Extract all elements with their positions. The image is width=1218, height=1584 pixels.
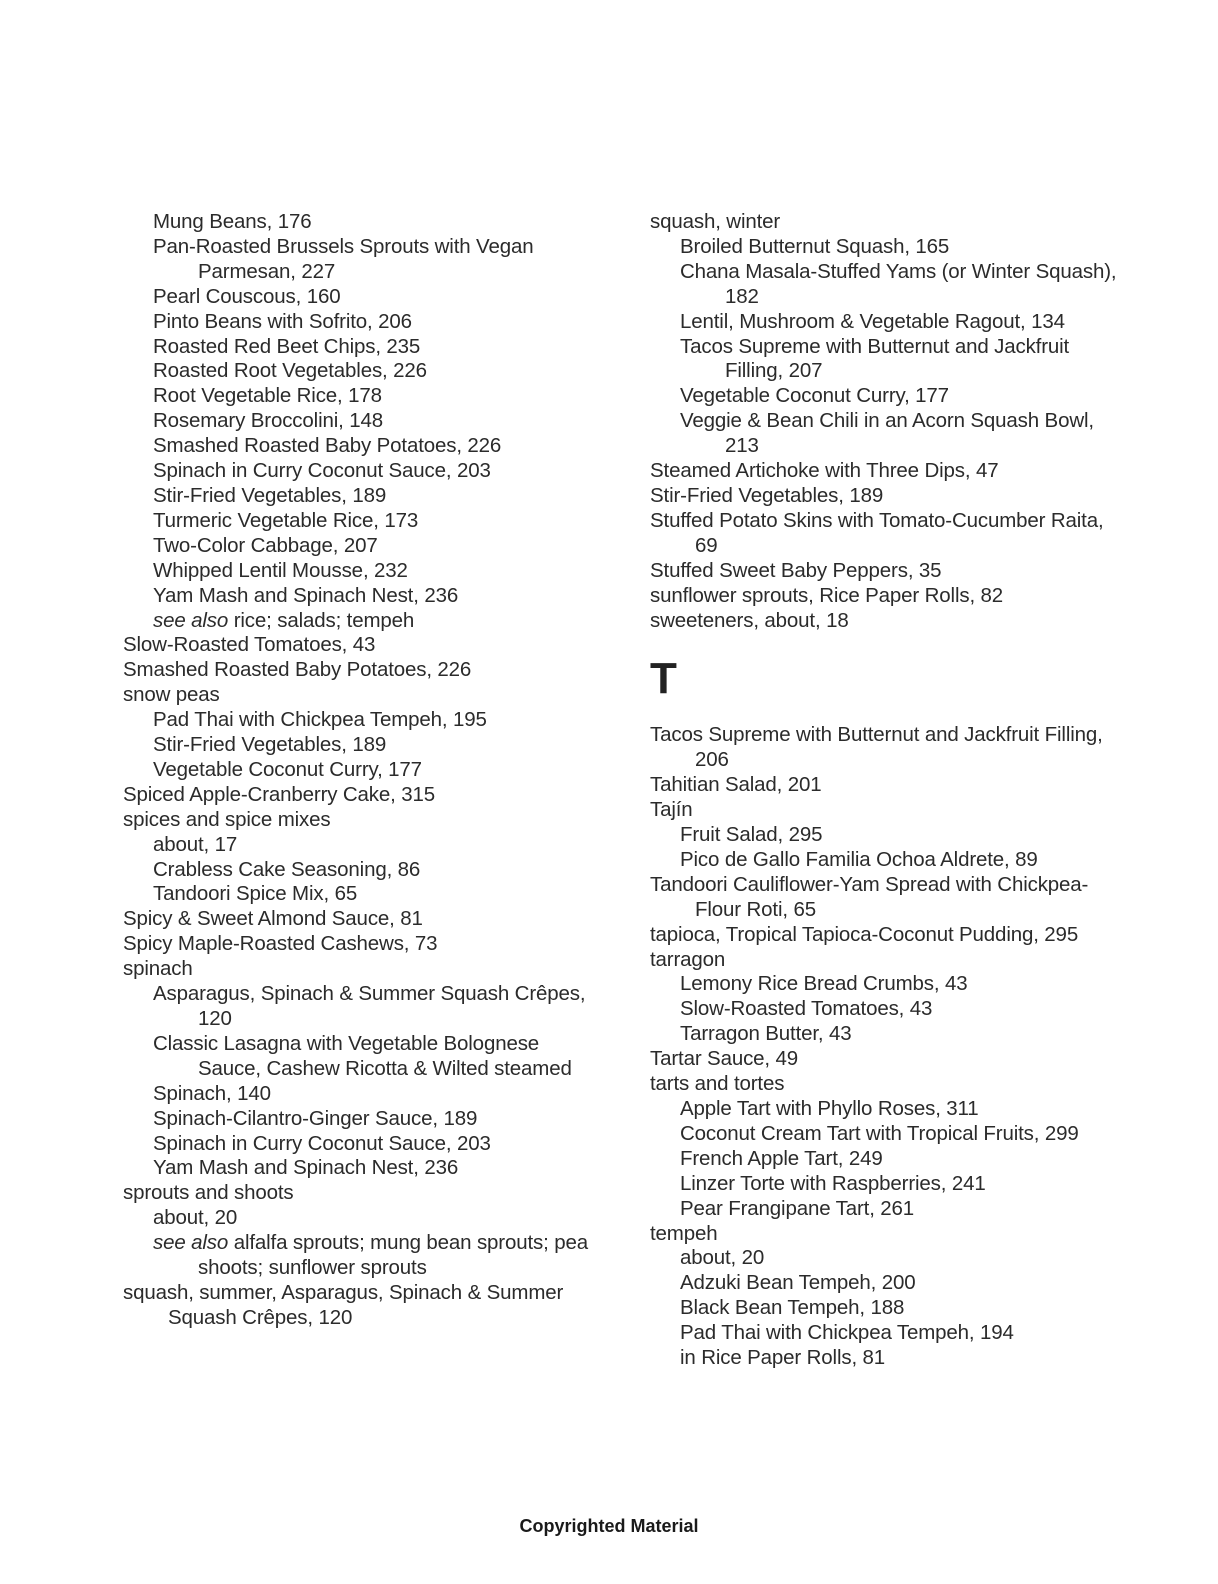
index-subentry (123, 982, 593, 1032)
index-main-entry (650, 609, 1120, 634)
index-subentry (650, 1122, 1120, 1147)
entry-text: Spinach in Curry Coconut Sauce, 203 (153, 1131, 491, 1155)
index-main-entry (650, 484, 1120, 509)
entry-text: Tacos Supreme with Butternut and Jackfruit Filling, 207 (680, 334, 1070, 383)
index-subentry (650, 1346, 1120, 1371)
entry-text: about, 17 (153, 832, 238, 856)
entry-text: about, 20 (153, 1206, 238, 1230)
entry-text: Tarragon Butter, 43 (680, 1022, 852, 1046)
entry-text: Stir-Fried Vegetables, 189 (153, 733, 387, 757)
index-entries-t (650, 723, 1120, 1371)
entry-text: Stir-Fried Vegetables, 189 (153, 483, 387, 507)
entry-text: Yam Mash and Spinach Nest, 236 (153, 583, 459, 607)
entry-text: Tandoori Spice Mix, 65 (153, 882, 358, 906)
entry-text: Vegetable Coconut Curry, 177 (153, 757, 422, 781)
entry-text: squash, summer, Asparagus, Spinach & Summer Squash Crêpes, 120 (123, 1280, 564, 1329)
entry-text: Tacos Supreme with Butternut and Jackfruit Filling, 206 (650, 723, 1103, 772)
index-main-entry (650, 559, 1120, 584)
entry-text: Roasted Red Beet Chips, 235 (153, 334, 421, 358)
entry-text: Spinach-Cilantro-Ginger Sauce, 189 (153, 1106, 478, 1130)
index-subentry (123, 1032, 593, 1082)
entry-text: sprouts and shoots (123, 1181, 294, 1205)
entry-text: Root Vegetable Rice, 178 (153, 384, 382, 408)
copyright-footer: Copyrighted Material (519, 1516, 699, 1536)
index-subentry (650, 1097, 1120, 1122)
entry-text: tarts and tortes (650, 1072, 785, 1096)
index-subentry (123, 384, 593, 409)
index-main-entry (123, 957, 593, 982)
index-entries-s (650, 210, 1120, 633)
index-main-entry (123, 783, 593, 808)
entry-text: Vegetable Coconut Curry, 177 (680, 384, 949, 408)
index-main-entry (650, 773, 1120, 798)
index-subentry (650, 1271, 1120, 1296)
index-subentry (650, 1197, 1120, 1222)
index-main-entry (650, 798, 1120, 823)
index-subentry (123, 708, 593, 733)
entry-text: French Apple Tart, 249 (680, 1146, 883, 1170)
entry-text: alfalfa sprouts; mung bean sprouts; pea shoots; sunflower sprouts (198, 1231, 588, 1280)
index-subentry (123, 559, 593, 584)
index-main-entry (123, 633, 593, 658)
index-subentry (650, 384, 1120, 409)
entry-text: Mung Beans, 176 (153, 210, 312, 233)
entry-text: Spiced Apple-Cranberry Cake, 315 (123, 782, 435, 806)
entry-text: Steamed Artichoke with Three Dips, 47 (650, 459, 999, 483)
index-subentry (650, 409, 1120, 459)
entry-text: Black Bean Tempeh, 188 (680, 1296, 905, 1320)
index-subentry (650, 848, 1120, 873)
index-main-entry (123, 683, 593, 708)
index-subentry (650, 335, 1120, 385)
entry-text: Whipped Lentil Mousse, 232 (153, 558, 408, 582)
index-subentry (123, 1206, 593, 1231)
index-subentry (123, 509, 593, 534)
index-main-entry (123, 1181, 593, 1206)
index-subentry (650, 1147, 1120, 1172)
index-column-right (650, 210, 1120, 1371)
entry-text: Rosemary Broccolini, 148 (153, 409, 383, 433)
index-subentry (123, 210, 593, 235)
index-main-entry (650, 459, 1120, 484)
entry-text: Pad Thai with Chickpea Tempeh, 194 (680, 1321, 1014, 1345)
entry-text: snow peas (123, 683, 220, 707)
index-subentry (123, 833, 593, 858)
entry-text: Asparagus, Spinach & Summer Squash Crêpes, 120 (153, 982, 586, 1030)
index-main-entry (123, 658, 593, 683)
entry-text: Broiled Butternut Squash, 165 (680, 234, 950, 258)
entry-text: Pico de Gallo Familia Ochoa Aldrete, 89 (680, 847, 1038, 871)
see-also-label: see also (153, 608, 229, 632)
entry-text: Tartar Sauce, 49 (650, 1047, 799, 1071)
see-also-label: see also (153, 1231, 229, 1255)
entry-text: Chana Masala-Stuffed Yams (or Winter Squash), 182 (680, 259, 1117, 308)
index-subentry (123, 459, 593, 484)
entry-text: Fruit Salad, 295 (680, 823, 823, 847)
index-main-entry (650, 1047, 1120, 1072)
index-main-entry (650, 873, 1120, 923)
entry-text: Two-Color Cabbage, 207 (153, 533, 378, 557)
index-subentry (123, 609, 593, 634)
index-subentry (650, 1321, 1120, 1346)
entry-text: Coconut Cream Tart with Tropical Fruits, 299 (680, 1121, 1079, 1145)
index-subentry (650, 1296, 1120, 1321)
index-subentry (123, 1107, 593, 1132)
index-subentry (650, 260, 1120, 310)
entry-text: Smashed Roasted Baby Potatoes, 226 (153, 434, 502, 458)
entry-text: tempeh (650, 1221, 718, 1245)
index-subentry (123, 584, 593, 609)
index-main-entry (650, 1072, 1120, 1097)
entry-text: Turmeric Vegetable Rice, 173 (153, 508, 419, 532)
index-main-entry (650, 509, 1120, 559)
entry-text: rice; salads; tempeh (228, 608, 415, 632)
entry-text: Yam Mash and Spinach Nest, 236 (153, 1156, 459, 1180)
entry-text: sunflower sprouts, Rice Paper Rolls, 82 (650, 583, 1004, 607)
entry-text: Stuffed Potato Skins with Tomato-Cucumber Raita, 69 (650, 508, 1104, 557)
index-subentry (123, 434, 593, 459)
index-subentry (650, 1022, 1120, 1047)
entry-text: Tandoori Cauliflower-Yam Spread with Chickpea-Flour Roti, 65 (650, 872, 1089, 921)
entry-text: Adzuki Bean Tempeh, 200 (680, 1271, 916, 1295)
index-main-entry (123, 1281, 593, 1331)
index-subentry (650, 972, 1120, 997)
index-main-entry (123, 808, 593, 833)
index-main-entry (123, 907, 593, 932)
index-subentry (650, 1172, 1120, 1197)
entry-text: spices and spice mixes (123, 807, 331, 831)
index-main-entry (650, 923, 1120, 948)
index-subentry (123, 534, 593, 559)
entry-text: Pearl Couscous, 160 (153, 284, 341, 308)
index-main-entry (650, 723, 1120, 773)
index-subentry (123, 733, 593, 758)
index-subentry (123, 758, 593, 783)
index-subentry (123, 1132, 593, 1157)
index-main-entry (650, 584, 1120, 609)
entry-text: Tahitian Salad, 201 (650, 773, 822, 797)
entry-text: Pear Frangipane Tart, 261 (680, 1196, 915, 1220)
index-subentry (123, 235, 593, 285)
index-subentry (650, 310, 1120, 335)
index-subentry (123, 484, 593, 509)
entry-text: Linzer Torte with Raspberries, 241 (680, 1171, 986, 1195)
index-subentry (123, 310, 593, 335)
index-main-entry (650, 210, 1120, 235)
section-letter-heading: T (650, 654, 677, 704)
index-subentry (123, 882, 593, 907)
entry-text: Pan-Roasted Brussels Sprouts with Vegan Parmesan, 227 (153, 234, 534, 283)
index-main-entry (650, 1222, 1120, 1247)
entry-text: Slow-Roasted Tomatoes, 43 (123, 633, 376, 657)
index-subentry (123, 858, 593, 883)
entry-text: Spicy Maple-Roasted Cashews, 73 (123, 932, 438, 956)
entry-text: in Rice Paper Rolls, 81 (680, 1346, 886, 1370)
entry-text: squash, winter (650, 210, 781, 233)
index-subentry (650, 823, 1120, 848)
entry-text: Spicy & Sweet Almond Sauce, 81 (123, 907, 423, 931)
entry-text: Veggie & Bean Chili in an Acorn Squash Bowl, 213 (680, 409, 1094, 458)
entry-text: Lemony Rice Bread Crumbs, 43 (680, 972, 968, 996)
index-subentry (123, 335, 593, 360)
index-subentry (123, 285, 593, 310)
entry-text: sweeteners, about, 18 (650, 608, 849, 632)
index-subentry (650, 997, 1120, 1022)
index-column-left (123, 210, 593, 1331)
entry-text: Classic Lasagna with Vegetable Bolognese Sauce, Cashew Ricotta & Wilted steamed (153, 1031, 572, 1080)
index-subentry (123, 409, 593, 434)
entry-text: Spinach in Curry Coconut Sauce, 203 (153, 459, 491, 483)
entry-text: tarragon (650, 947, 726, 971)
entry-text: Roasted Root Vegetables, 226 (153, 359, 427, 383)
index-subentry (123, 1156, 593, 1181)
index-main-entry (123, 932, 593, 957)
entry-text: Smashed Roasted Baby Potatoes, 226 (123, 658, 472, 682)
entry-text: Stuffed Sweet Baby Peppers, 35 (650, 558, 942, 582)
entry-text: Pad Thai with Chickpea Tempeh, 195 (153, 708, 487, 732)
entry-text: Lentil, Mushroom & Vegetable Ragout, 134 (680, 309, 1065, 333)
entry-text: tapioca, Tropical Tapioca-Coconut Pudding, 295 (650, 922, 1079, 946)
entry-text: Crabless Cake Seasoning, 86 (153, 857, 421, 881)
index-subentry (123, 359, 593, 384)
entry-text: Pinto Beans with Sofrito, 206 (153, 309, 412, 333)
entry-text: Spinach, 140 (153, 1081, 271, 1105)
entry-text: about, 20 (680, 1246, 765, 1270)
index-subentry (123, 1082, 593, 1107)
entry-text: Apple Tart with Phyllo Roses, 311 (680, 1097, 979, 1120)
index-subentry (650, 1246, 1120, 1271)
index-subentry (123, 1231, 593, 1281)
entry-text: spinach (123, 957, 193, 981)
index-main-entry (650, 948, 1120, 973)
entry-text: Stir-Fried Vegetables, 189 (650, 483, 884, 507)
entry-text: Tajín (650, 798, 693, 822)
index-subentry (650, 235, 1120, 260)
entry-text: Slow-Roasted Tomatoes, 43 (680, 997, 933, 1021)
